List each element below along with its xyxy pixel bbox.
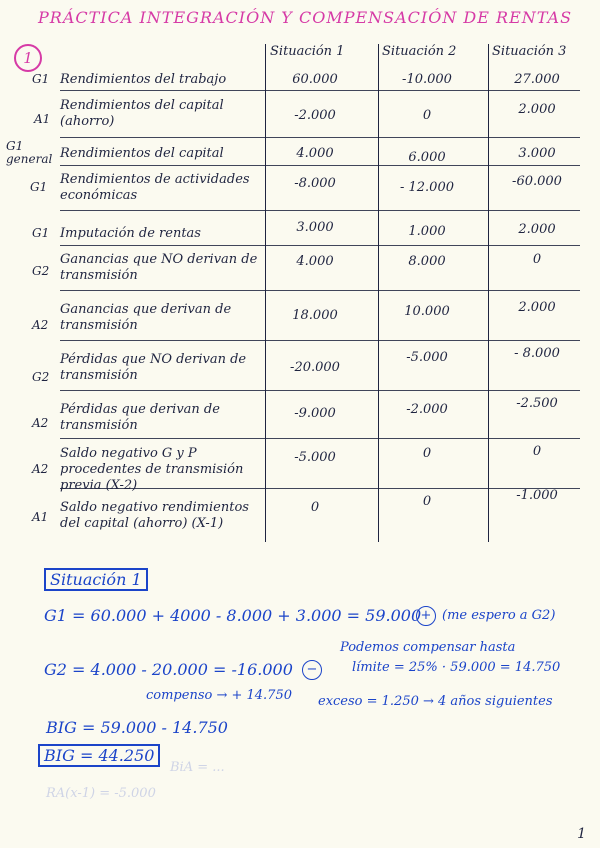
row-label: Ganancias que derivan de transmisión <box>60 302 232 333</box>
compensation-note: Podemos compensar hasta <box>340 640 516 655</box>
row-tag: G2 <box>32 370 50 384</box>
g2-negative-sign: − <box>302 660 322 680</box>
grid-hline <box>60 340 580 341</box>
row-label: Pérdidas que NO derivan de transmisión <box>60 352 247 383</box>
row-tag: A1 <box>34 112 51 126</box>
row-label: Rendimientos de actividades económicas <box>60 172 250 203</box>
table-cell: 60.000 <box>292 72 338 87</box>
grid-vline <box>265 44 266 542</box>
g1-equation: G1 = 60.000 + 4000 - 8.000 + 3.000 = 59.000 <box>44 606 422 625</box>
table-cell: - 8.000 <box>514 346 560 361</box>
table-cell: -9.000 <box>294 406 336 421</box>
row-label: Saldo negativo rendimientos del capital (ahorro) (X-1) <box>60 500 249 531</box>
solution-heading <box>44 570 148 589</box>
grid-hline <box>60 137 580 138</box>
grid-vline <box>378 44 379 542</box>
table-cell: 6.000 <box>408 150 446 165</box>
grid-hline <box>60 290 580 291</box>
table-cell: - 12.000 <box>399 180 454 195</box>
row-tag: G2 <box>32 264 50 278</box>
table-cell: 3.000 <box>296 220 334 235</box>
exercise-number: 1 <box>14 44 42 72</box>
table-cell: 8.000 <box>408 254 446 269</box>
row-label: Saldo negativo G y P procedentes de transmisión previa (X-2) <box>60 446 244 493</box>
row-tag: G1 <box>32 72 50 86</box>
page-title: PRÁCTICA INTEGRACIÓN Y COMPENSACIÓN DE RENTAS <box>38 8 573 27</box>
table-cell: 0 <box>422 446 432 461</box>
table-cell: -5.000 <box>406 350 448 365</box>
grid-hline <box>60 210 580 211</box>
column-header-2: Situación 2 <box>382 44 457 59</box>
row-tag: A2 <box>32 462 49 476</box>
table-cell: 4.000 <box>296 254 334 269</box>
table-cell: 0 <box>422 108 432 123</box>
table-cell: 1.000 <box>408 224 446 239</box>
table-cell: 10.000 <box>404 304 450 319</box>
compensation-applied: compenso → + 14.750 <box>146 688 292 703</box>
table-cell: -2.500 <box>516 396 558 411</box>
row-tag: A2 <box>32 318 49 332</box>
table-cell: 3.000 <box>518 146 556 161</box>
table-cell: -2.000 <box>294 108 336 123</box>
grid-hline <box>60 90 580 91</box>
row-tag: A1 <box>32 510 49 524</box>
table-cell: 2.000 <box>518 222 556 237</box>
row-label: Imputación de rentas <box>60 226 201 241</box>
table-cell: 4.000 <box>296 146 334 161</box>
table-cell: -60.000 <box>512 174 562 189</box>
g2-equation: G2 = 4.000 - 20.000 = -16.000 <box>44 660 293 679</box>
table-cell: 0 <box>532 444 542 459</box>
table-cell: -5.000 <box>294 450 336 465</box>
row-label: Rendimientos del capital <box>60 146 224 161</box>
column-header-1: Situación 1 <box>270 44 345 59</box>
table-cell: 27.000 <box>514 72 560 87</box>
row-tag: G1 <box>32 226 50 240</box>
row-label: Ganancias que NO derivan de transmisión <box>60 252 258 283</box>
table-cell: 2.000 <box>518 102 556 117</box>
g1-note: (me espero a G2) <box>442 608 556 623</box>
row-tag: G1 <box>30 180 48 194</box>
table-cell: -8.000 <box>294 176 336 191</box>
row-label: Rendimientos del trabajo <box>60 72 227 87</box>
row-label: Pérdidas que derivan de transmisión <box>60 402 220 433</box>
solution-heading-box: Situación 1 <box>44 568 148 591</box>
g1-positive-sign: + <box>416 606 436 626</box>
grid-hline <box>60 245 580 246</box>
row-label: Rendimientos del capital (ahorro) <box>60 98 224 129</box>
big-result <box>38 746 160 765</box>
table-cell: -20.000 <box>290 360 340 375</box>
grid-hline <box>60 438 580 439</box>
row-tag: A2 <box>32 416 49 430</box>
column-header-3: Situación 3 <box>492 44 567 59</box>
table-cell: -10.000 <box>402 72 452 87</box>
grid-hline <box>60 165 580 166</box>
table-cell: 18.000 <box>292 308 338 323</box>
page-number: 1 <box>577 826 586 842</box>
table-cell: 0 <box>422 494 432 509</box>
big-equation: BIG = 59.000 - 14.750 <box>46 718 228 737</box>
faint-text: RA(x-1) = -5.000 <box>46 786 156 801</box>
excess-note: exceso = 1.250 → 4 años siguientes <box>318 694 553 709</box>
grid-hline <box>60 390 580 391</box>
faint-text: BiA = ... <box>170 760 225 775</box>
table-cell: -1.000 <box>516 488 558 503</box>
compensation-limit: límite = 25% · 59.000 = 14.750 <box>352 660 561 675</box>
table-cell: 0 <box>532 252 542 267</box>
table-cell: 2.000 <box>518 300 556 315</box>
grid-vline <box>488 44 489 542</box>
big-result-box: BIG = 44.250 <box>38 744 160 767</box>
table-cell: 0 <box>310 500 320 515</box>
table-cell: -2.000 <box>406 402 448 417</box>
row-tag: G1 general <box>6 139 53 166</box>
